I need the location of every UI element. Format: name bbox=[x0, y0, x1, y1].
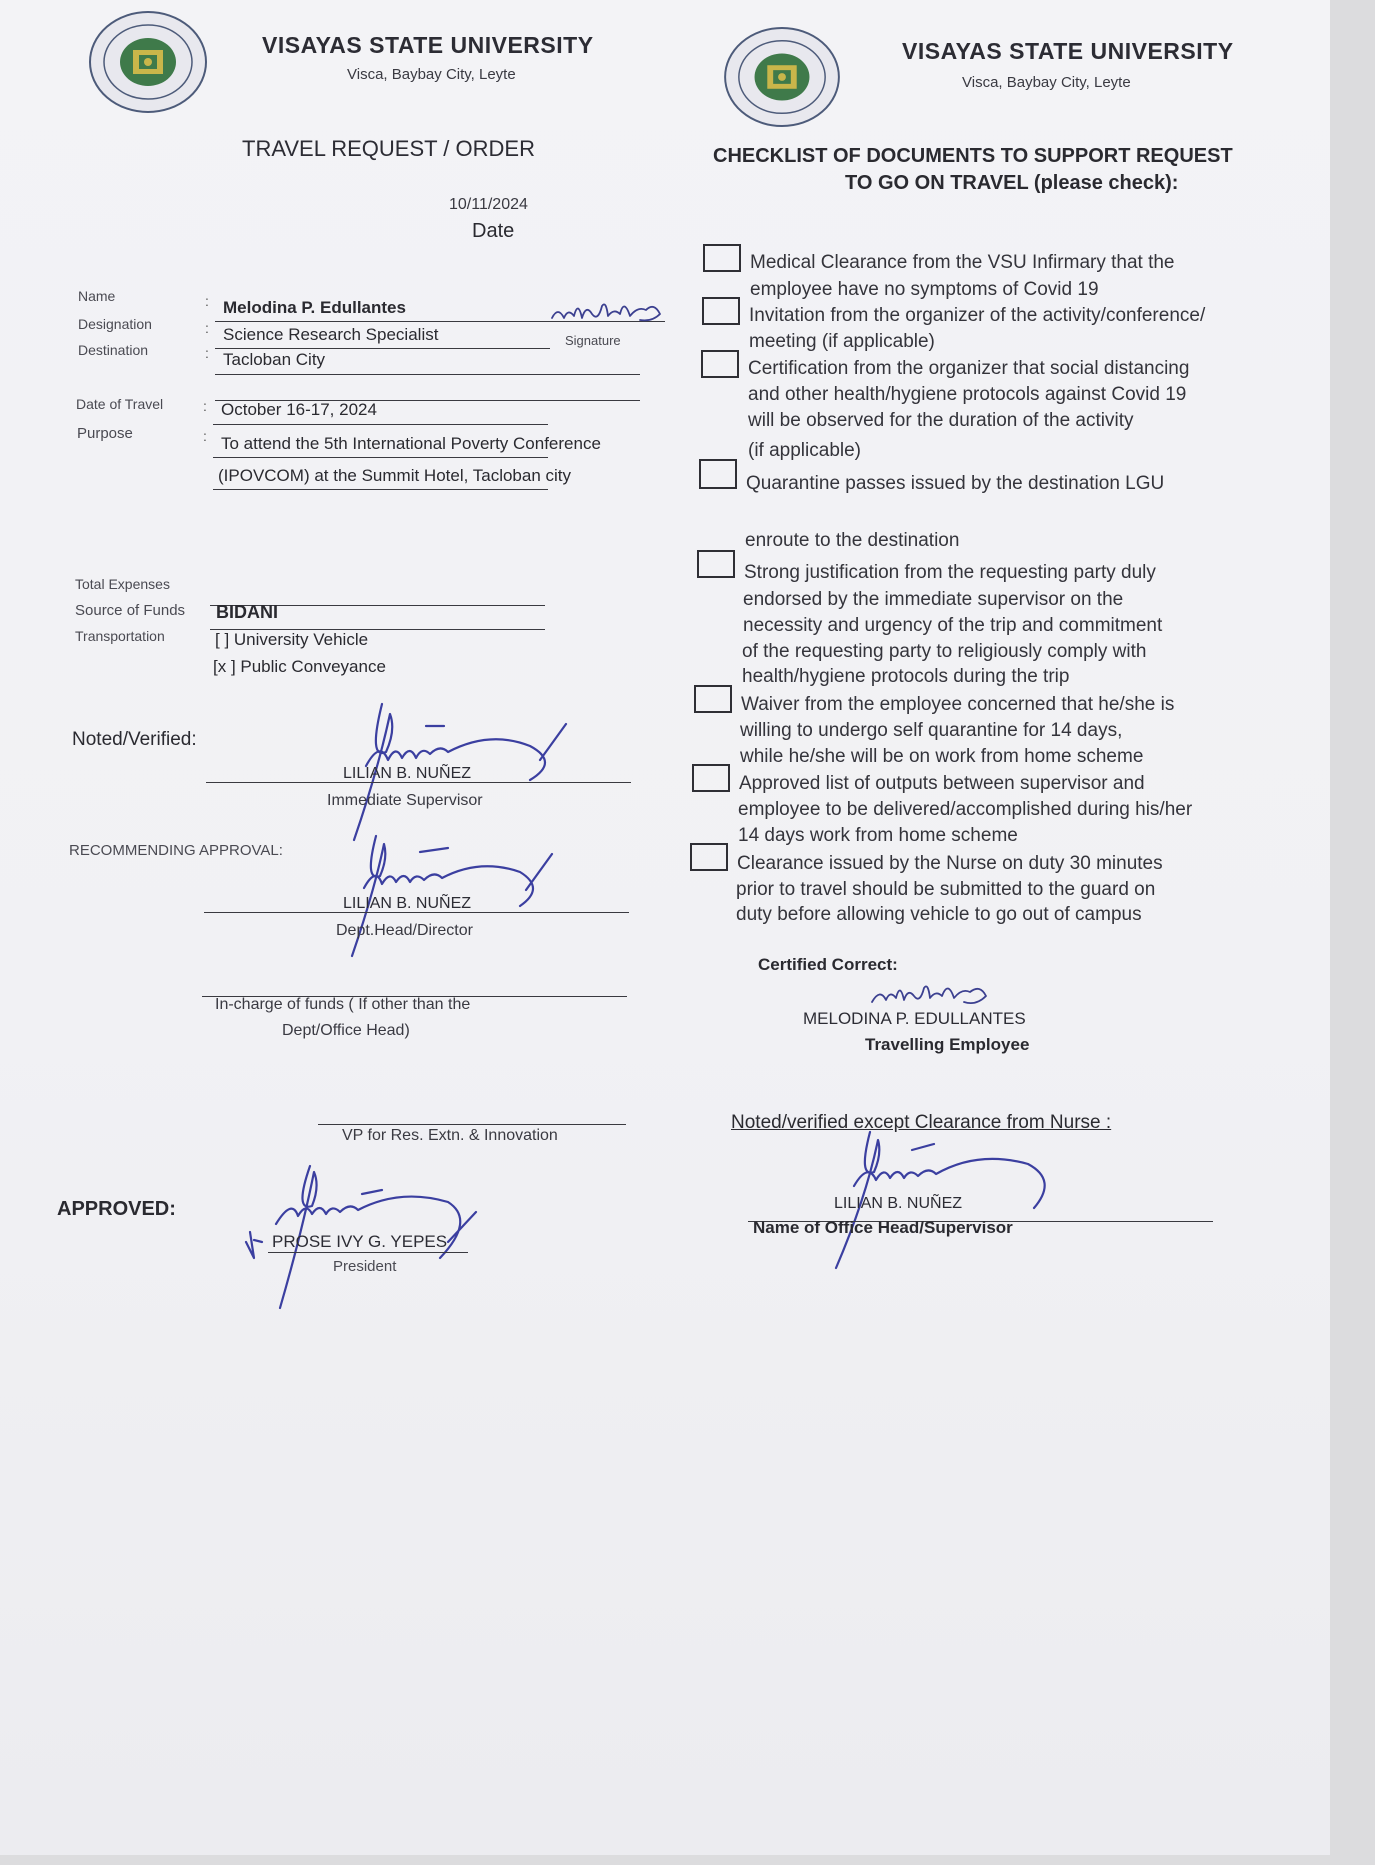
university-name-right: VISAYAS STATE UNIVERSITY bbox=[902, 38, 1234, 64]
employee-role: Travelling Employee bbox=[865, 1035, 1030, 1054]
noted-verified-label: Noted/Verified: bbox=[72, 729, 197, 750]
university-address-right: Visca, Baybay City, Leyte bbox=[962, 74, 1131, 91]
source-of-funds-label: Source of Funds bbox=[75, 602, 186, 619]
supervisor-name: LILIAN B. NUÑEZ bbox=[343, 765, 472, 782]
university-address-left: Visca, Baybay City, Leyte bbox=[347, 66, 516, 83]
checklist-item-justification-line-5: health/hygiene protocols during the trip bbox=[742, 666, 1070, 687]
checkbox-certification[interactable] bbox=[701, 350, 739, 378]
checklist-item-outputs-line-2: employee to be delivered/accomplished during his/her bbox=[738, 799, 1193, 820]
checklist-item-justification-line-4: of the requesting party to religiously comply with bbox=[742, 641, 1147, 662]
president-role: President bbox=[333, 1258, 397, 1275]
signature-label: Signature bbox=[565, 333, 621, 348]
name-label: Name bbox=[78, 288, 116, 304]
transport-option-public-conveyance: [x ] Public Conveyance bbox=[213, 657, 386, 676]
vp-role: VP for Res. Extn. & Innovation bbox=[342, 1127, 558, 1144]
checklist-title-line-2: TO GO ON TRAVEL (please check): bbox=[845, 172, 1179, 194]
checklist-item-justification-line-3: necessity and urgency of the trip and commitment bbox=[743, 615, 1163, 636]
purpose-line-1: To attend the 5th International Poverty Conference bbox=[221, 434, 601, 453]
checkbox-nurse-clearance[interactable] bbox=[690, 843, 728, 871]
employee-name: MELODINA P. EDULLANTES bbox=[803, 1009, 1026, 1028]
transportation-label: Transportation bbox=[75, 628, 165, 644]
checklist-item-medical-line-1: Medical Clearance from the VSU Infirmary that the bbox=[750, 252, 1175, 273]
request-date-value: 10/11/2024 bbox=[449, 196, 528, 213]
funds-incharge-line-2: Dept/Office Head) bbox=[282, 1022, 410, 1039]
checklist-item-certification-line-3: will be observed for the duration of the activity bbox=[748, 410, 1134, 431]
checklist-item-invitation-line-2: meeting (if applicable) bbox=[749, 331, 935, 352]
checkbox-invitation[interactable] bbox=[702, 297, 740, 325]
university-name-left: VISAYAS STATE UNIVERSITY bbox=[262, 32, 594, 58]
supervisor-role: Immediate Supervisor bbox=[327, 792, 483, 809]
checklist-item-quarantine-line-1: Quarantine passes issued by the destination LGU bbox=[746, 473, 1165, 494]
checklist-item-nurse-line-1: Clearance issued by the Nurse on duty 30 minutes bbox=[737, 853, 1163, 874]
president-name: PROSE IVY G. YEPES bbox=[272, 1232, 448, 1251]
date-of-travel-label: Date of Travel bbox=[76, 396, 164, 412]
funds-incharge-line-1: In-charge of funds ( If other than the bbox=[215, 996, 471, 1013]
office-head-name: LILIAN B. NUÑEZ bbox=[834, 1195, 963, 1212]
total-expenses-label: Total Expenses bbox=[75, 576, 170, 592]
checklist-item-invitation-line-1: Invitation from the organizer of the activity/conference/ bbox=[749, 305, 1206, 326]
checkbox-strong-justification[interactable] bbox=[697, 550, 735, 578]
checklist-item-waiver-line-2: willing to undergo self quarantine for 14 days, bbox=[740, 720, 1123, 741]
checkbox-medical-clearance[interactable] bbox=[703, 244, 741, 272]
checkbox-approved-outputs[interactable] bbox=[692, 764, 730, 792]
checklist-item-waiver-line-1: Waiver from the employee concerned that he/she is bbox=[741, 694, 1175, 715]
dept-head-role: Dept.Head/Director bbox=[336, 922, 473, 939]
university-seal-left bbox=[88, 10, 208, 114]
office-head-role: Name of Office Head/Supervisor bbox=[753, 1218, 1013, 1237]
checklist-item-medical-line-2: employee have no symptoms of Covid 19 bbox=[750, 279, 1099, 300]
destination-label: Destination bbox=[78, 342, 149, 358]
checklist-item-justification-line-2: endorsed by the immediate supervisor on the bbox=[743, 589, 1124, 610]
checklist-item-outputs-line-1: Approved list of outputs between supervisor and bbox=[739, 773, 1145, 794]
certified-correct-label: Certified Correct: bbox=[758, 955, 898, 974]
travel-request-title: TRAVEL REQUEST / ORDER bbox=[242, 136, 535, 161]
checklist-title-line-1: CHECKLIST OF DOCUMENTS TO SUPPORT REQUEST bbox=[713, 145, 1233, 167]
university-seal-right bbox=[723, 26, 841, 128]
request-date-label: Date bbox=[472, 220, 515, 242]
employee-signature-top bbox=[548, 296, 668, 336]
transport-option-university-vehicle: [ ] University Vehicle bbox=[215, 630, 369, 649]
checklist-item-waiver-line-3: while he/she will be on work from home scheme bbox=[740, 746, 1144, 767]
purpose-label: Purpose bbox=[77, 425, 133, 442]
checklist-item-certification-line-1: Certification from the organizer that social distancing bbox=[748, 358, 1190, 379]
checklist-item-outputs-line-3: 14 days work from home scheme bbox=[738, 825, 1018, 846]
document-sheet: VISAYAS STATE UNIVERSITY Visca, Baybay City, Leyte TRAVEL REQUEST / ORDER 10/11/2024 Date Name : Melodina P. Edullantes Designation : Science Research Specialist Signature Destination : Tacloban City Date of Travel : October 16-17, 2024 Purpose : To attend the 5th International Poverty Conference (IPOVCOM) at the Summit Hotel, Tacloban city Total Expenses Source of Funds BIDANI Transportation [ ] University Vehicle [x ] Public Conveyance Noted/Verified: LILIAN B. NUÑEZ Immediate Supervisor RECOMMENDING APPROVAL: LILIAN B. NUÑEZ Dept.Head/Director In-charge of funds ( If other than the Dept/Office Head) VP for Res. Extn. & Innovation APPROVED: PROSE IVY G. YEPES President VISAYAS STATE UNIVERSITY Visca, Baybay City, Leyte CHECKLIST OF DOCUMENTS TO SUPPORT REQUEST TO GO ON TRAVEL (please check): Medical Clearance from the VSU Infirmary that the employee have no symptoms of Covid 19 Invitation from the organizer of the activity/conference/ meeting (if applicable) Certification from the organizer that social distancing and other health/hygiene protocols against Covid 19 will be observed for the duration of the activity (if applicable) Quarantine passes issued by the destination LGU enroute to the destination Strong justification from the requesting party duly endorsed by the immediate supervisor on the necessity and urgency of the trip and commitment of the requesting party to religiously comply with health/hygiene protocols during the trip Waiver from the employee concerned that he/she is willing to undergo self quarantine for 14 days, while he/she will be on work from home scheme Approved list of outputs between supervisor and employee to be delivered/accomplished during his/her 14 days work from home scheme Clearance issued by the Nurse on duty 30 minutes prior to travel should be submitted to the guard on duty before allowing vehicle to go out of campus Certified Correct: MELODINA P. EDULLANTES Travelling Employee Noted/verified except Clearance from Nurse : LILIAN B. NUÑEZ Name of Office Head/Supervisor bbox=[0, 0, 1330, 1855]
checkbox-quarantine-passes[interactable] bbox=[699, 459, 737, 489]
checklist-item-quarantine-line-2: enroute to the destination bbox=[745, 530, 960, 551]
source-of-funds-value: BIDANI bbox=[216, 602, 278, 622]
recommending-approval-label: RECOMMENDING APPROVAL: bbox=[69, 842, 283, 859]
checklist-item-nurse-line-2: prior to travel should be submitted to the guard on bbox=[736, 879, 1156, 900]
designation-value: Science Research Specialist bbox=[223, 325, 439, 344]
designation-label: Designation bbox=[78, 316, 152, 332]
approved-label: APPROVED: bbox=[57, 1198, 176, 1220]
destination-value: Tacloban City bbox=[223, 350, 326, 369]
name-value: Melodina P. Edullantes bbox=[223, 298, 406, 317]
checklist-item-certification-line-2: and other health/hygiene protocols against Covid 19 bbox=[748, 384, 1187, 405]
checklist-item-nurse-line-3: duty before allowing vehicle to go out of campus bbox=[736, 904, 1142, 925]
checkbox-waiver[interactable] bbox=[694, 685, 732, 713]
purpose-line-2: (IPOVCOM) at the Summit Hotel, Tacloban city bbox=[218, 466, 572, 485]
dept-head-name: LILIAN B. NUÑEZ bbox=[343, 895, 472, 912]
checklist-item-justification-line-1: Strong justification from the requesting party duly bbox=[744, 562, 1156, 583]
noted-except-nurse-label: Noted/verified except Clearance from Nurse : bbox=[731, 1112, 1112, 1133]
date-of-travel-value: October 16-17, 2024 bbox=[221, 400, 377, 419]
checklist-item-certification-line-4: (if applicable) bbox=[748, 440, 861, 461]
